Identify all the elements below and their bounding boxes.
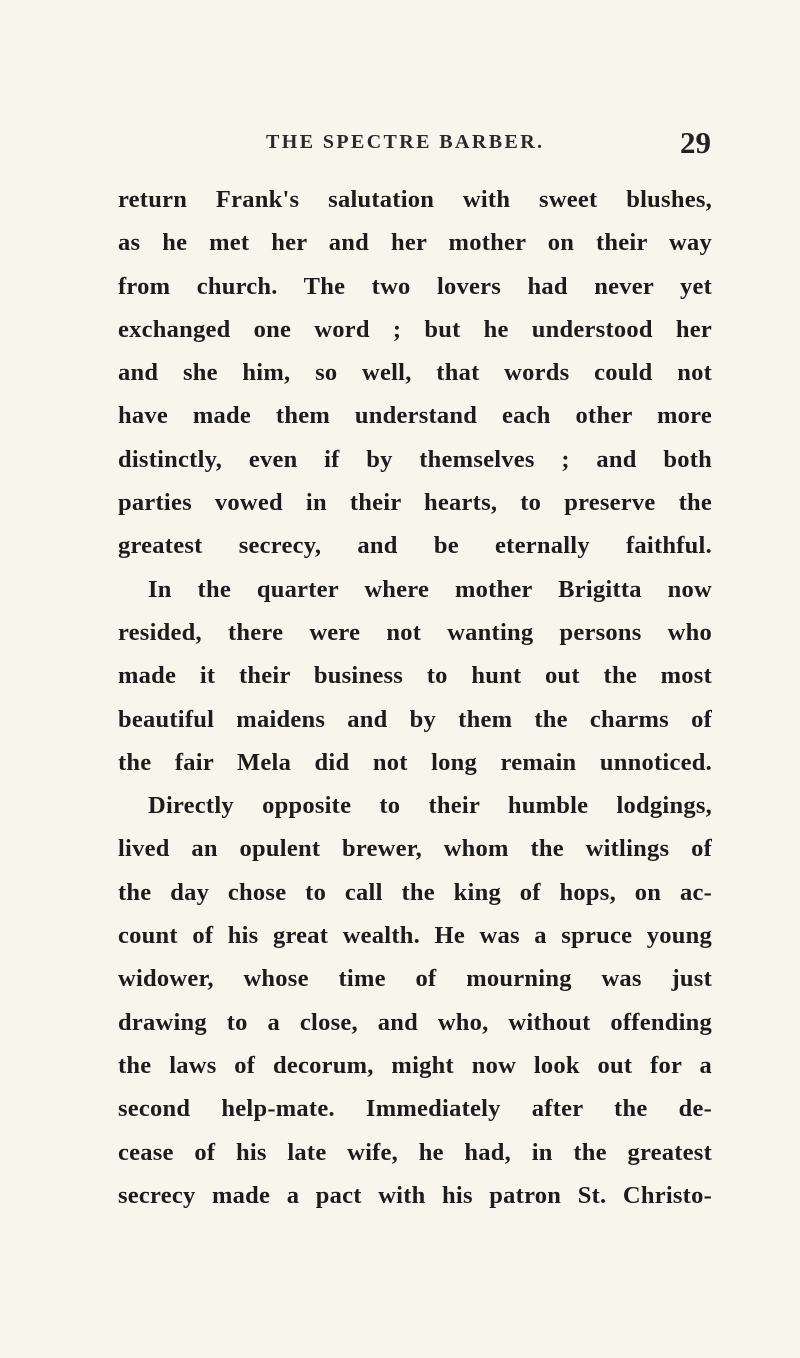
text-line: and she him, so well, that words could not	[118, 359, 712, 387]
body-text	[118, 178, 712, 1217]
text-line: lived an opulent brewer, whom the witlings of	[118, 835, 712, 863]
text-line: parties vowed in their hearts, to preserve the	[118, 489, 712, 517]
text-line: count of his great wealth. He was a spruce young	[118, 922, 712, 950]
text-line: distinctly, even if by themselves ; and both	[118, 445, 712, 473]
text-line: cease of his late wife, he had, in the greatest	[118, 1138, 712, 1166]
text-line: from church. The two lovers had never yet	[118, 272, 712, 300]
text-line: second help-mate. Immediately after the de-	[118, 1095, 712, 1123]
page-header	[251, 125, 711, 165]
text-line: Directly opposite to their humble lodgings,	[148, 792, 712, 820]
text-line: as he met her and her mother on their way	[118, 229, 712, 257]
text-line: the laws of decorum, might now look out for a	[118, 1051, 712, 1079]
text-line: have made them understand each other more	[118, 402, 712, 430]
text-line: drawing to a close, and who, without offending	[118, 1008, 712, 1036]
text-line: greatest secrecy, and be eternally faithful.	[118, 532, 712, 560]
page-number: 29	[680, 125, 711, 160]
text-line: return Frank's salutation with sweet blushes,	[118, 186, 712, 213]
text-line: beautiful maidens and by them the charms of	[118, 705, 712, 733]
text-line: widower, whose time of mourning was just	[118, 965, 712, 993]
running-head: THE SPECTRE BARBER.	[266, 131, 545, 153]
text-line: the fair Mela did not long remain unnoticed.	[118, 748, 712, 776]
text-line: the day chose to call the king of hops, on ac-	[118, 878, 712, 906]
text-line: resided, there were not wanting persons who	[118, 618, 712, 646]
text-line: exchanged one word ; but he understood her	[118, 315, 712, 343]
text-line: secrecy made a pact with his patron St. Christo-	[118, 1181, 712, 1209]
text-line: made it their business to hunt out the most	[118, 662, 712, 690]
text-line: In the quarter where mother Brigitta now	[148, 575, 712, 603]
